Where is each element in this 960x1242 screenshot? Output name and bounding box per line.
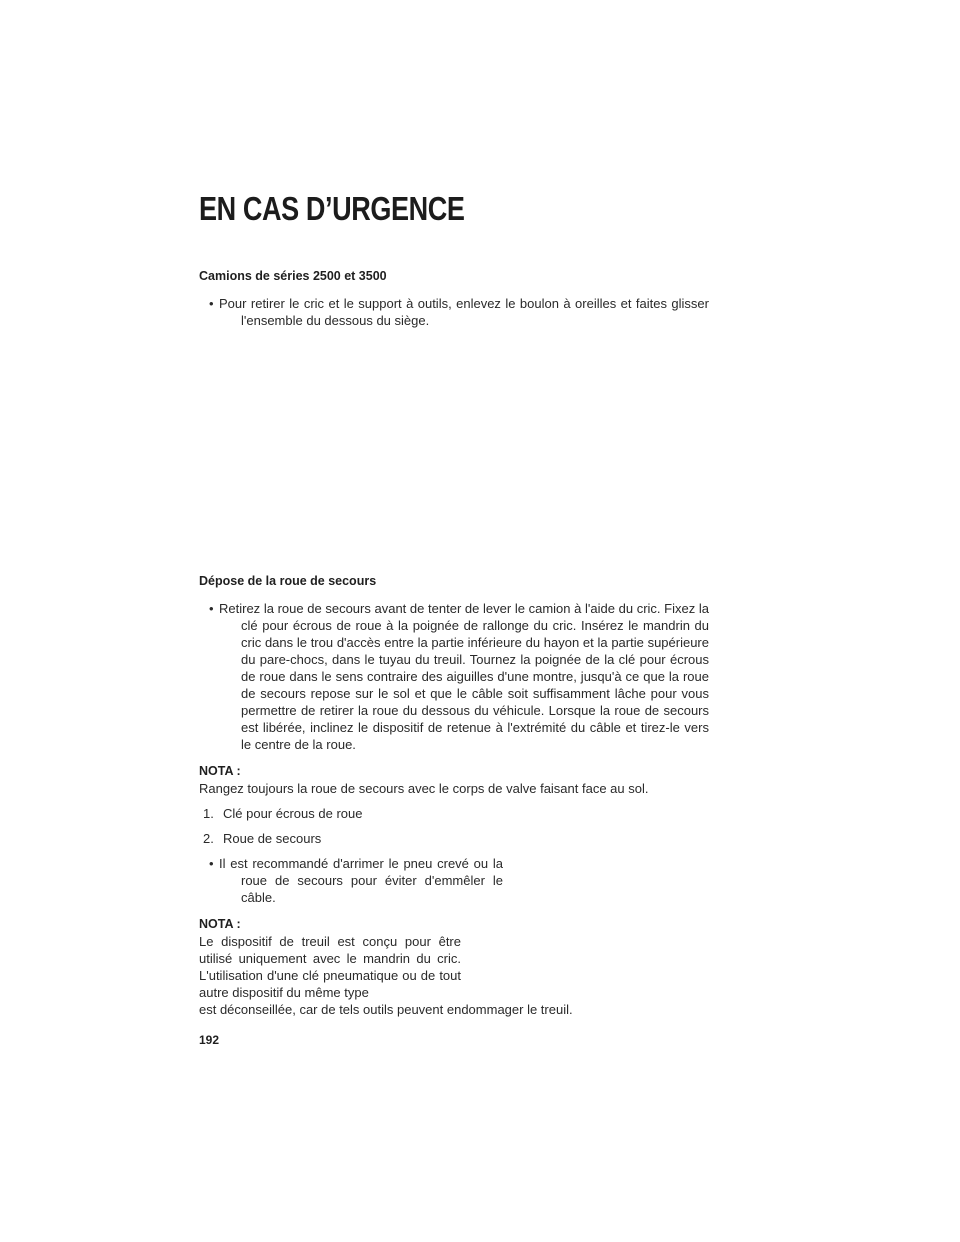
bullet-item xyxy=(199,295,709,329)
list-item xyxy=(199,830,709,847)
section-heading: Dépose de la roue de secours xyxy=(199,574,377,588)
list-text: Roue de secours xyxy=(223,831,322,846)
section-heading: Camions de séries 2500 et 3500 xyxy=(199,269,387,283)
note-text: Le dispositif de treuil est conçu pour être utilisé uniquement avec le mandrin du cric. L'utilisation d'une clé pneumatique ou de tout autre dispositif du même type xyxy=(199,934,461,1000)
note-label: NOTA : xyxy=(199,917,241,931)
page-number: 192 xyxy=(199,1033,220,1047)
bullet-text: Il est recommandé d'arrimer le pneu crevé ou la roue de secours pour éviter d'emmêler le câble. xyxy=(219,856,503,905)
bullet-text: Retirez la roue de secours avant de tenter de lever le camion à l'aide du cric. Fixez la clé pour écrous de roue à la poignée de rallonge du cric. Insérez le mandrin du cric dans le trou d'accès entre la partie inférieure du hayon et la partie supérieure du pare-chocs, dans le tuyau du treuil. Tournez la poignée de la clé pour écrous de roue dans le sens contraire des aiguilles d'une montre, jusqu'à ce que la roue de secours repose sur le sol et que le câble soit suffisamment lâche pour vous permettre de retirer la roue du dessous du véhicule. Lorsque la roue de secours est libérée, inclinez le dispositif de retenue à l'extrémité du câble et tirez-le vers le centre de la roue. xyxy=(219,601,709,752)
list-number: 2. xyxy=(203,831,214,846)
list-text: Clé pour écrous de roue xyxy=(223,806,363,821)
bullet-dot: • xyxy=(209,296,214,311)
bullet-item xyxy=(199,855,503,906)
note-text: Rangez toujours la roue de secours avec le corps de valve faisant face au sol. xyxy=(199,781,649,796)
list-item xyxy=(199,805,709,822)
bullet-item xyxy=(199,600,709,753)
page-title: EN CAS D’URGENCE xyxy=(199,190,465,227)
section-spare-wheel-removal xyxy=(199,573,709,1018)
bullet-dot: • xyxy=(209,601,214,616)
list-number: 1. xyxy=(203,806,214,821)
bullet-text: Pour retirer le cric et le support à outils, enlevez le boulon à oreilles et faites glisser l'ensemble du dessous du siège. xyxy=(219,296,709,328)
section-series-2500-3500 xyxy=(199,268,709,329)
bullet-dot: • xyxy=(209,856,214,871)
note-text-continued: est déconseillée, car de tels outils peuvent endommager le treuil. xyxy=(199,1002,573,1017)
note-label: NOTA : xyxy=(199,764,241,778)
